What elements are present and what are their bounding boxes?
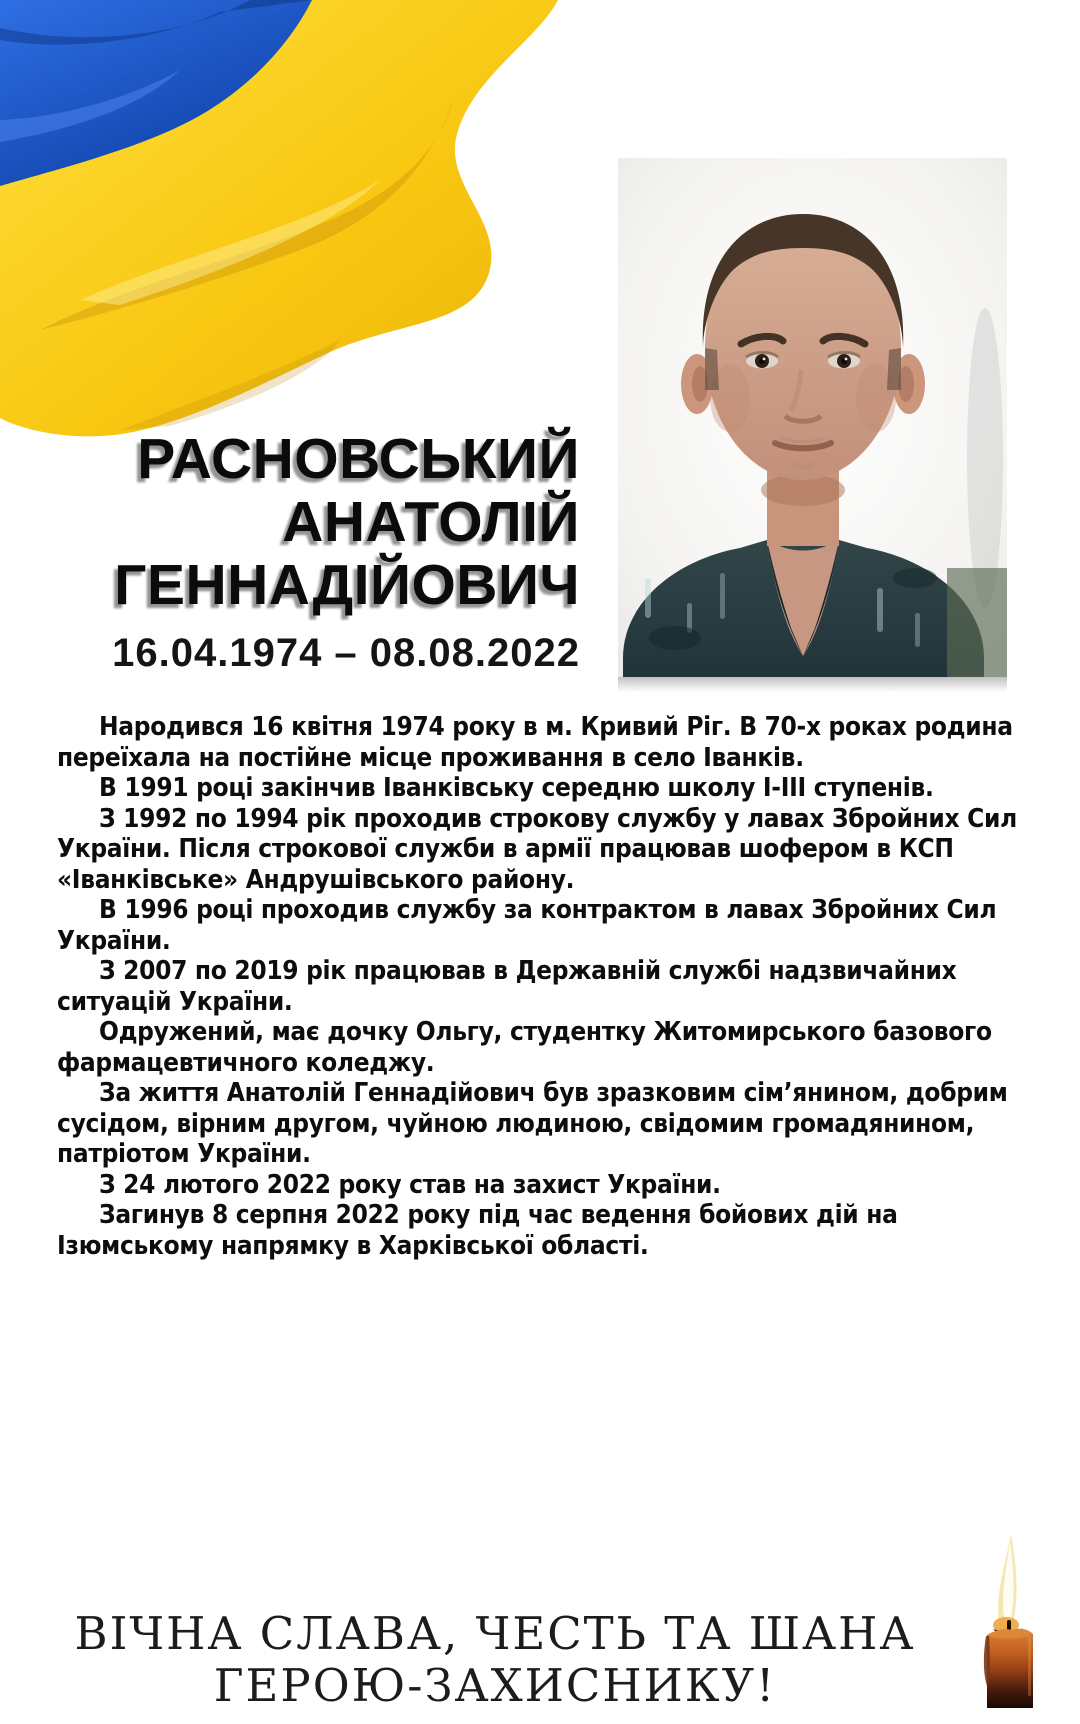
bio-paragraph: З 2007 по 2019 рік працював в Державній службі надзвичайних ситуацій України. [57, 956, 957, 1017]
bio-paragraph: Загинув 8 серпня 2022 року під час ведення бойових дій на Ізюмському напрямку в Харківської області. [57, 1200, 898, 1261]
bio-paragraph: В 1996 році проходив службу за контрактом в лавах Збройних Сил України. [57, 895, 997, 956]
slogan-line-2: ГЕРОЮ-ЗАХИСНИКУ! [213, 1659, 777, 1712]
given-name: АНАТОЛІЙ [282, 490, 580, 554]
bio-paragraph: В 1991 році закінчив Іванківську середню школу І-ІІІ ступенів. [99, 773, 934, 803]
biography [57, 712, 1025, 1261]
portrait-photo [615, 158, 1010, 698]
memorial-candle-image [975, 1532, 1045, 1712]
ukraine-flag-icon [0, 0, 585, 450]
bio-paragraph: За життя Анатолій Геннадійович був зразковим сім’янином, добрим сусідом, вірним другом, чуйною людиною, свідомим громадянином, патріотом України. [57, 1078, 1008, 1169]
slogan-line-1: ВІЧНА СЛАВА, ЧЕСТЬ ТА ШАНА [74, 1607, 916, 1660]
surname: РАСНОВСЬКИЙ [137, 427, 580, 491]
bio-paragraph: Одружений, має дочку Ольгу, студентку Житомирського базового фармацевтичного коледжу. [57, 1017, 992, 1078]
title-block [55, 428, 580, 676]
patronymic: ГЕННАДІЙОВИЧ [114, 553, 580, 617]
bio-paragraph: З 1992 по 1994 рік проходив строкову службу у лавах Збройних Сил України. Після строкової служби в армії працював шофером в КСП «Іванківське» Андрушівського району. [57, 803, 1017, 895]
portrait-photo-icon [615, 158, 1010, 698]
life-dates: 16.04.1974 – 08.08.2022 [112, 631, 580, 675]
bio-paragraph: З 24 лютого 2022 року став на захист України. [99, 1169, 721, 1200]
candle-icon [975, 1532, 1045, 1712]
ukraine-flag-image [0, 0, 585, 450]
bio-paragraph: Народився 16 квітня 1974 року в м. Кривий Ріг. В 70-х роках родина переїхала на постійне місце проживання в село Іванків. [57, 712, 1013, 773]
memorial-slogan [20, 1608, 970, 1712]
